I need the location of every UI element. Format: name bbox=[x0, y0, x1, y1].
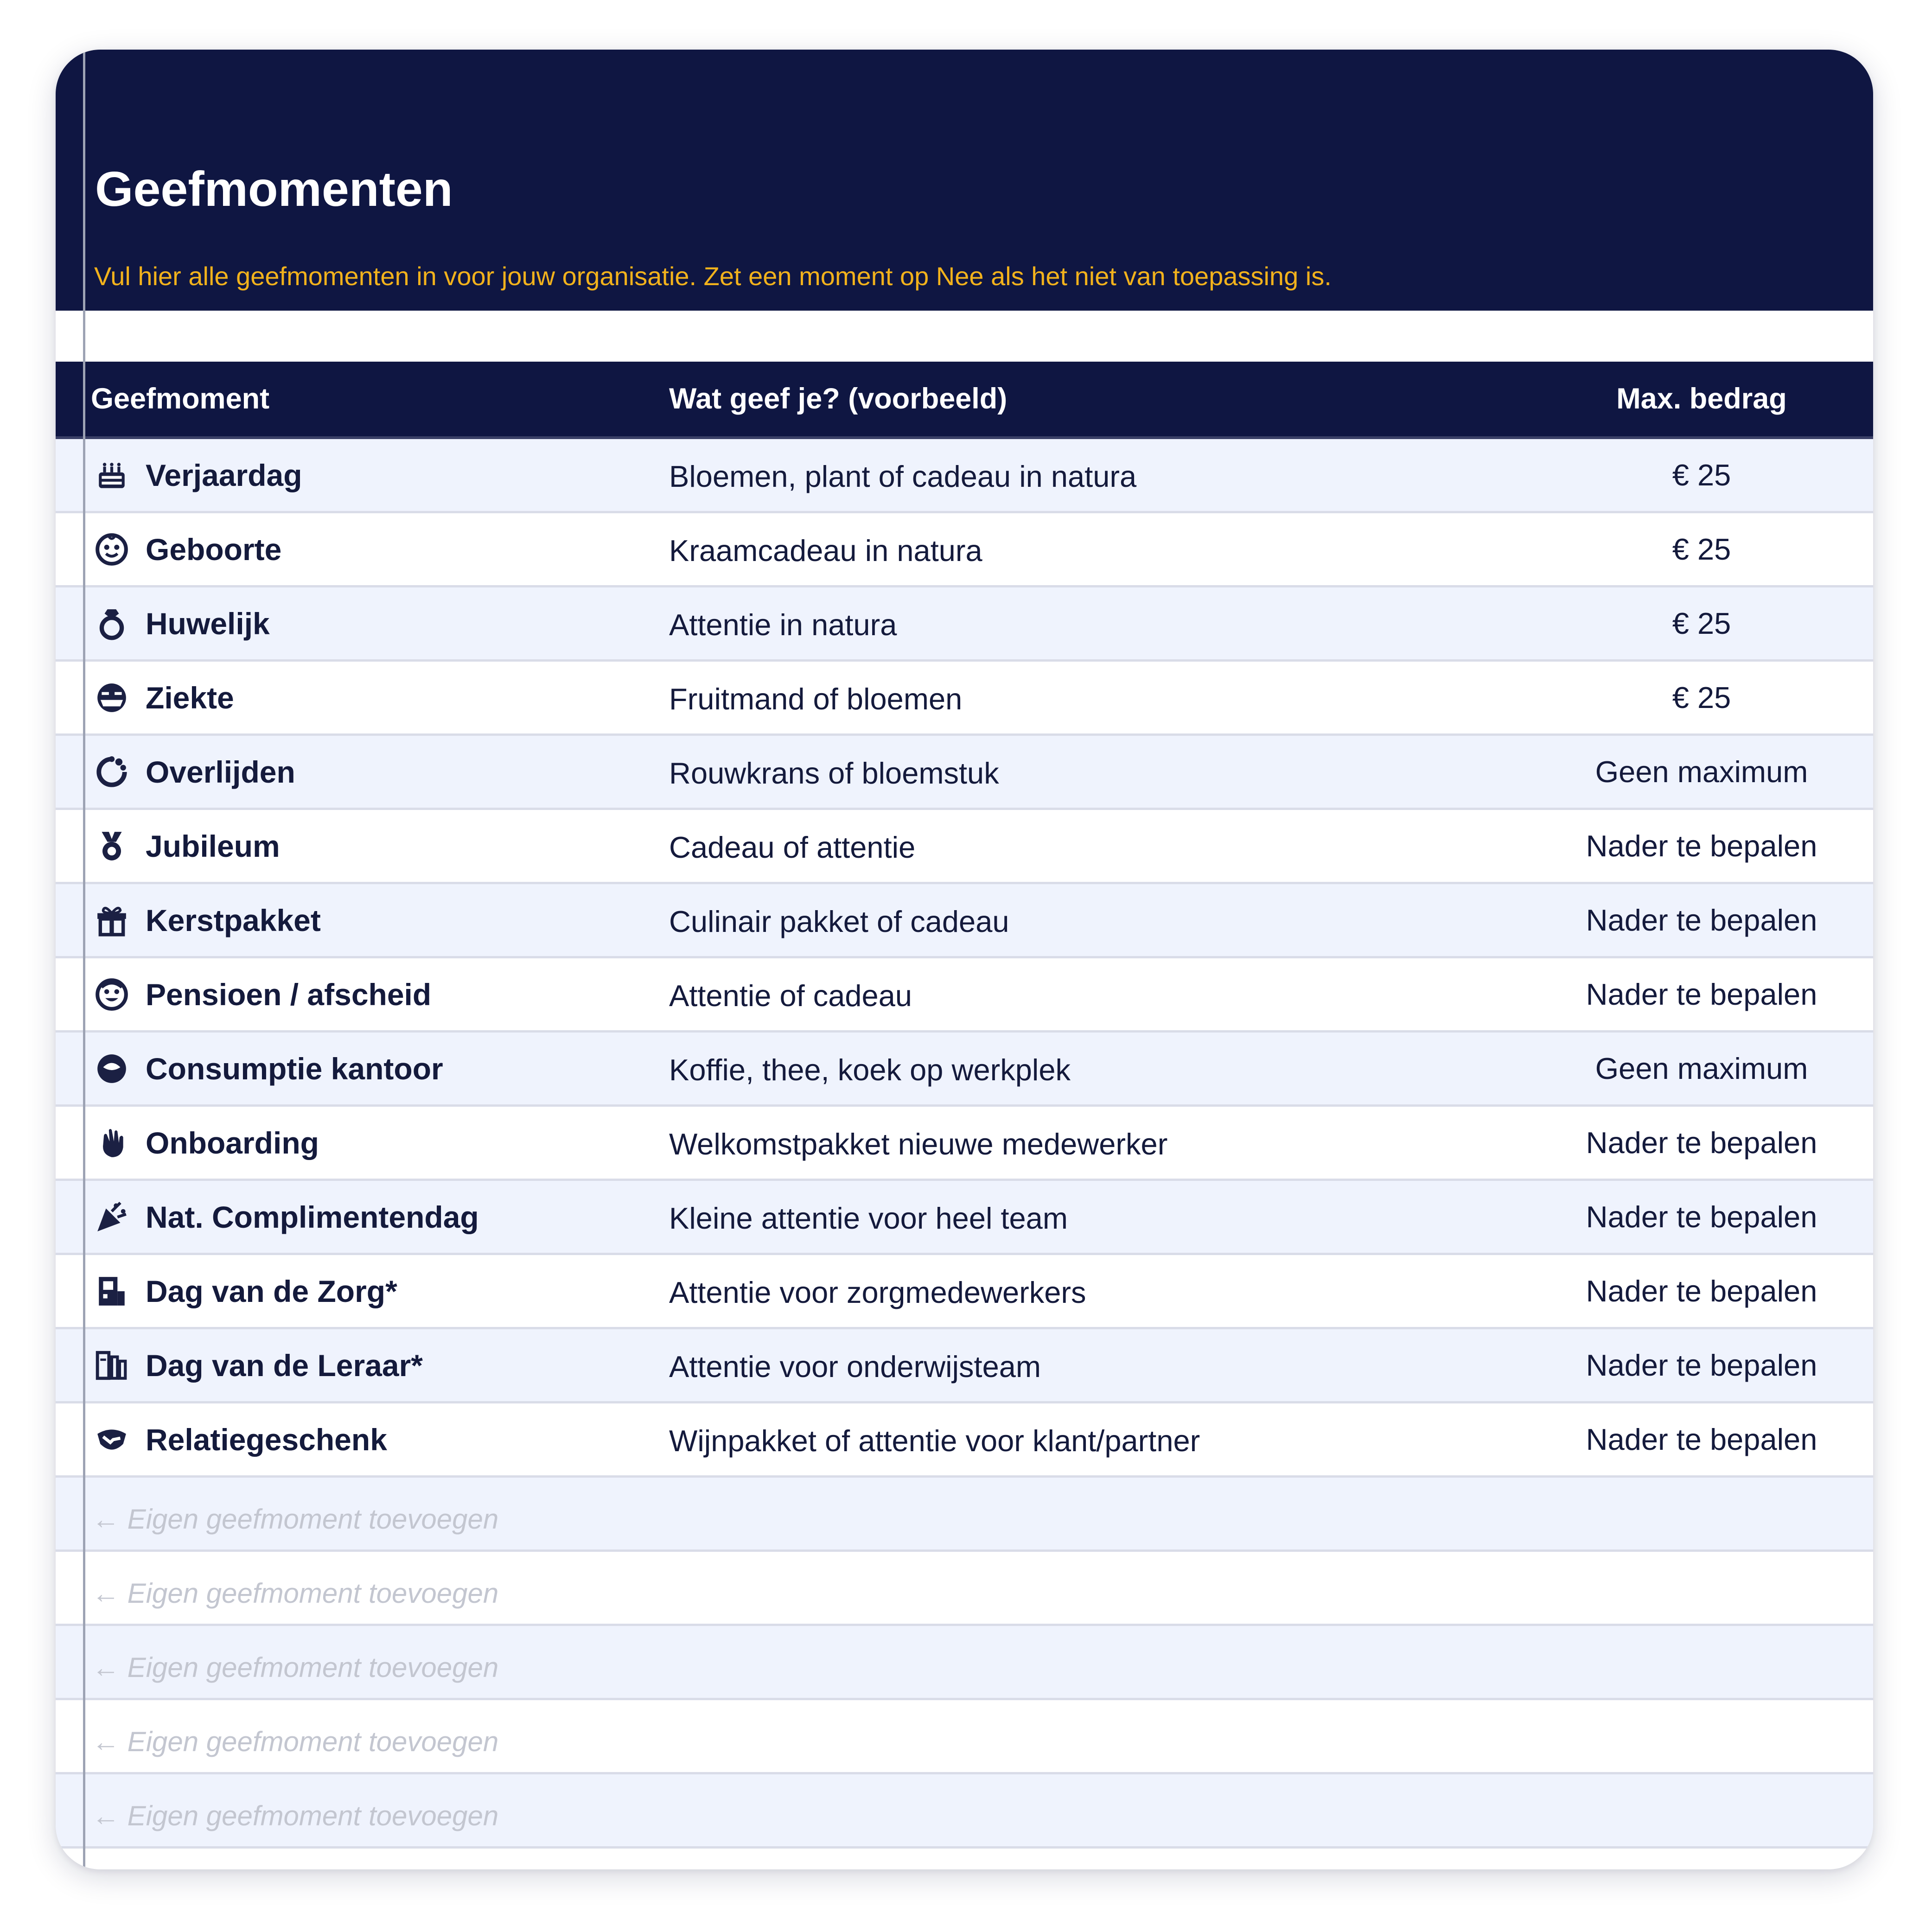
table-row[interactable] bbox=[56, 1403, 1873, 1478]
table-body bbox=[56, 439, 1873, 1849]
max-amount-cell[interactable]: Nader te bepalen bbox=[1586, 903, 1817, 937]
moment-cell[interactable] bbox=[93, 439, 302, 511]
empty-row[interactable] bbox=[56, 1774, 1873, 1849]
moment-cell[interactable] bbox=[93, 1255, 397, 1327]
max-amount-cell[interactable]: Nader te bepalen bbox=[1586, 977, 1817, 1011]
moment-cell[interactable] bbox=[93, 587, 270, 659]
table-row[interactable] bbox=[56, 439, 1873, 513]
moment-name: Onboarding bbox=[146, 1125, 319, 1160]
table-row[interactable] bbox=[56, 513, 1873, 587]
moment-name: Dag van de Leraar* bbox=[146, 1348, 423, 1383]
moment-cell[interactable] bbox=[93, 958, 431, 1030]
moment-cell[interactable] bbox=[93, 513, 281, 585]
add-moment-placeholder[interactable]: ← Eigen geefmoment toevoegen bbox=[92, 1578, 499, 1609]
max-amount-cell[interactable]: Nader te bepalen bbox=[1586, 1274, 1817, 1308]
max-amount-cell[interactable]: € 25 bbox=[1672, 606, 1731, 640]
moment-name: Jubileum bbox=[146, 829, 280, 863]
table-row[interactable] bbox=[56, 1033, 1873, 1107]
add-moment-placeholder[interactable]: ← Eigen geefmoment toevoegen bbox=[92, 1726, 499, 1757]
moment-cell[interactable] bbox=[93, 1181, 479, 1253]
moment-cell[interactable] bbox=[93, 884, 321, 956]
party-icon bbox=[93, 1198, 131, 1236]
max-amount-cell[interactable]: € 25 bbox=[1672, 681, 1731, 714]
column-divider-line bbox=[83, 50, 85, 1869]
column-header-geefmoment[interactable]: Geefmoment bbox=[91, 383, 270, 415]
table-row[interactable] bbox=[56, 736, 1873, 810]
wreath-icon bbox=[93, 753, 131, 791]
table-row[interactable] bbox=[56, 587, 1873, 662]
gift-cell[interactable]: Cadeau of attentie bbox=[669, 830, 916, 864]
add-moment-placeholder[interactable]: ← Eigen geefmoment toevoegen bbox=[92, 1652, 499, 1683]
moment-name: Relatiegeschenk bbox=[146, 1422, 387, 1457]
medal-icon bbox=[93, 827, 131, 865]
gift-cell[interactable]: Attentie in natura bbox=[669, 608, 897, 642]
header-banner bbox=[56, 50, 1873, 311]
table-header bbox=[56, 362, 1873, 439]
books-icon bbox=[93, 1346, 131, 1384]
moment-name: Consumptie kantoor bbox=[146, 1051, 443, 1086]
moment-cell[interactable] bbox=[93, 1107, 319, 1179]
moment-cell[interactable] bbox=[93, 1329, 423, 1401]
moment-name: Nat. Complimentendag bbox=[146, 1199, 479, 1234]
gift-cell[interactable]: Attentie voor onderwijsteam bbox=[669, 1350, 1041, 1384]
empty-row[interactable] bbox=[56, 1626, 1873, 1700]
gift-cell[interactable]: Attentie of cadeau bbox=[669, 979, 912, 1013]
gift-cell[interactable]: Kleine attentie voor heel team bbox=[669, 1201, 1068, 1235]
waving-hand-icon bbox=[93, 1124, 131, 1162]
gift-cell[interactable]: Koffie, thee, koek op werkplek bbox=[669, 1053, 1071, 1087]
max-amount-cell[interactable]: Geen maximum bbox=[1595, 1052, 1808, 1085]
moment-name: Dag van de Zorg* bbox=[146, 1274, 397, 1308]
add-moment-placeholder[interactable]: ← Eigen geefmoment toevoegen bbox=[92, 1504, 499, 1535]
moment-name: Huwelijk bbox=[146, 606, 270, 641]
table-row[interactable] bbox=[56, 1107, 1873, 1181]
gift-cell[interactable]: Welkomstpakket nieuwe medewerker bbox=[669, 1127, 1168, 1161]
table-row[interactable] bbox=[56, 958, 1873, 1033]
moment-cell[interactable] bbox=[93, 1403, 387, 1475]
handshake-icon bbox=[93, 1421, 131, 1459]
gift-cell[interactable]: Attentie voor zorgmedewerkers bbox=[669, 1275, 1086, 1309]
moment-name: Verjaardag bbox=[146, 458, 302, 492]
baby-face-icon bbox=[93, 530, 131, 568]
gift-cell[interactable]: Fruitmand of bloemen bbox=[669, 682, 963, 716]
max-amount-cell[interactable]: Nader te bepalen bbox=[1586, 1348, 1817, 1382]
page-subtitle: Vul hier alle geefmomenten in voor jouw organisatie. Zet een moment op Nee als het niet van toepassing is. bbox=[94, 261, 1332, 291]
wedding-ring-icon bbox=[93, 605, 131, 643]
gift-cell[interactable]: Culinair pakket of cadeau bbox=[669, 905, 1009, 938]
moment-cell[interactable] bbox=[93, 1033, 443, 1104]
empty-row[interactable] bbox=[56, 1700, 1873, 1774]
moment-cell[interactable] bbox=[93, 662, 234, 733]
table-row[interactable] bbox=[56, 1181, 1873, 1255]
max-amount-cell[interactable]: Nader te bepalen bbox=[1586, 1126, 1817, 1160]
geefmomenten-card bbox=[56, 50, 1873, 1869]
coffee-icon bbox=[93, 1050, 131, 1088]
gift-box-icon bbox=[93, 901, 131, 939]
gift-cell[interactable]: Kraamcadeau in natura bbox=[669, 534, 982, 567]
gift-cell[interactable]: Bloemen, plant of cadeau in natura bbox=[669, 459, 1137, 493]
table-row[interactable] bbox=[56, 1255, 1873, 1329]
max-amount-cell[interactable]: € 25 bbox=[1672, 458, 1731, 492]
add-moment-placeholder[interactable]: ← Eigen geefmoment toevoegen bbox=[92, 1800, 499, 1831]
table-row[interactable] bbox=[56, 1329, 1873, 1403]
max-amount-cell[interactable]: Nader te bepalen bbox=[1586, 1422, 1817, 1456]
empty-row[interactable] bbox=[56, 1478, 1873, 1552]
table-row[interactable] bbox=[56, 884, 1873, 958]
gift-cell[interactable]: Wijnpakket of attentie voor klant/partner bbox=[669, 1424, 1200, 1458]
empty-row[interactable] bbox=[56, 1552, 1873, 1626]
moment-name: Geboorte bbox=[146, 532, 282, 567]
moment-name: Ziekte bbox=[146, 680, 234, 715]
moment-cell[interactable] bbox=[93, 810, 280, 882]
max-amount-cell[interactable]: € 25 bbox=[1672, 532, 1731, 566]
table-row[interactable] bbox=[56, 662, 1873, 736]
column-header-max-amount[interactable]: Max. bedrag bbox=[1616, 383, 1787, 415]
birthday-cake-icon bbox=[93, 456, 131, 494]
sick-face-icon bbox=[93, 679, 131, 717]
max-amount-cell[interactable]: Geen maximum bbox=[1595, 755, 1808, 789]
moment-name: Kerstpakket bbox=[146, 903, 321, 937]
max-amount-cell[interactable]: Nader te bepalen bbox=[1586, 1200, 1817, 1234]
retirement-icon bbox=[93, 976, 131, 1014]
moment-name: Pensioen / afscheid bbox=[146, 977, 432, 1012]
page-title: Geefmomenten bbox=[95, 162, 453, 217]
gift-cell[interactable]: Rouwkrans of bloemstuk bbox=[669, 756, 999, 790]
column-header-gift[interactable]: Wat geef je? (voorbeeld) bbox=[669, 383, 1007, 415]
max-amount-cell[interactable]: Nader te bepalen bbox=[1586, 829, 1817, 863]
table-row[interactable] bbox=[56, 810, 1873, 884]
moment-name: Overlijden bbox=[146, 754, 295, 789]
medical-icon bbox=[93, 1272, 131, 1310]
moment-cell[interactable] bbox=[93, 736, 295, 808]
